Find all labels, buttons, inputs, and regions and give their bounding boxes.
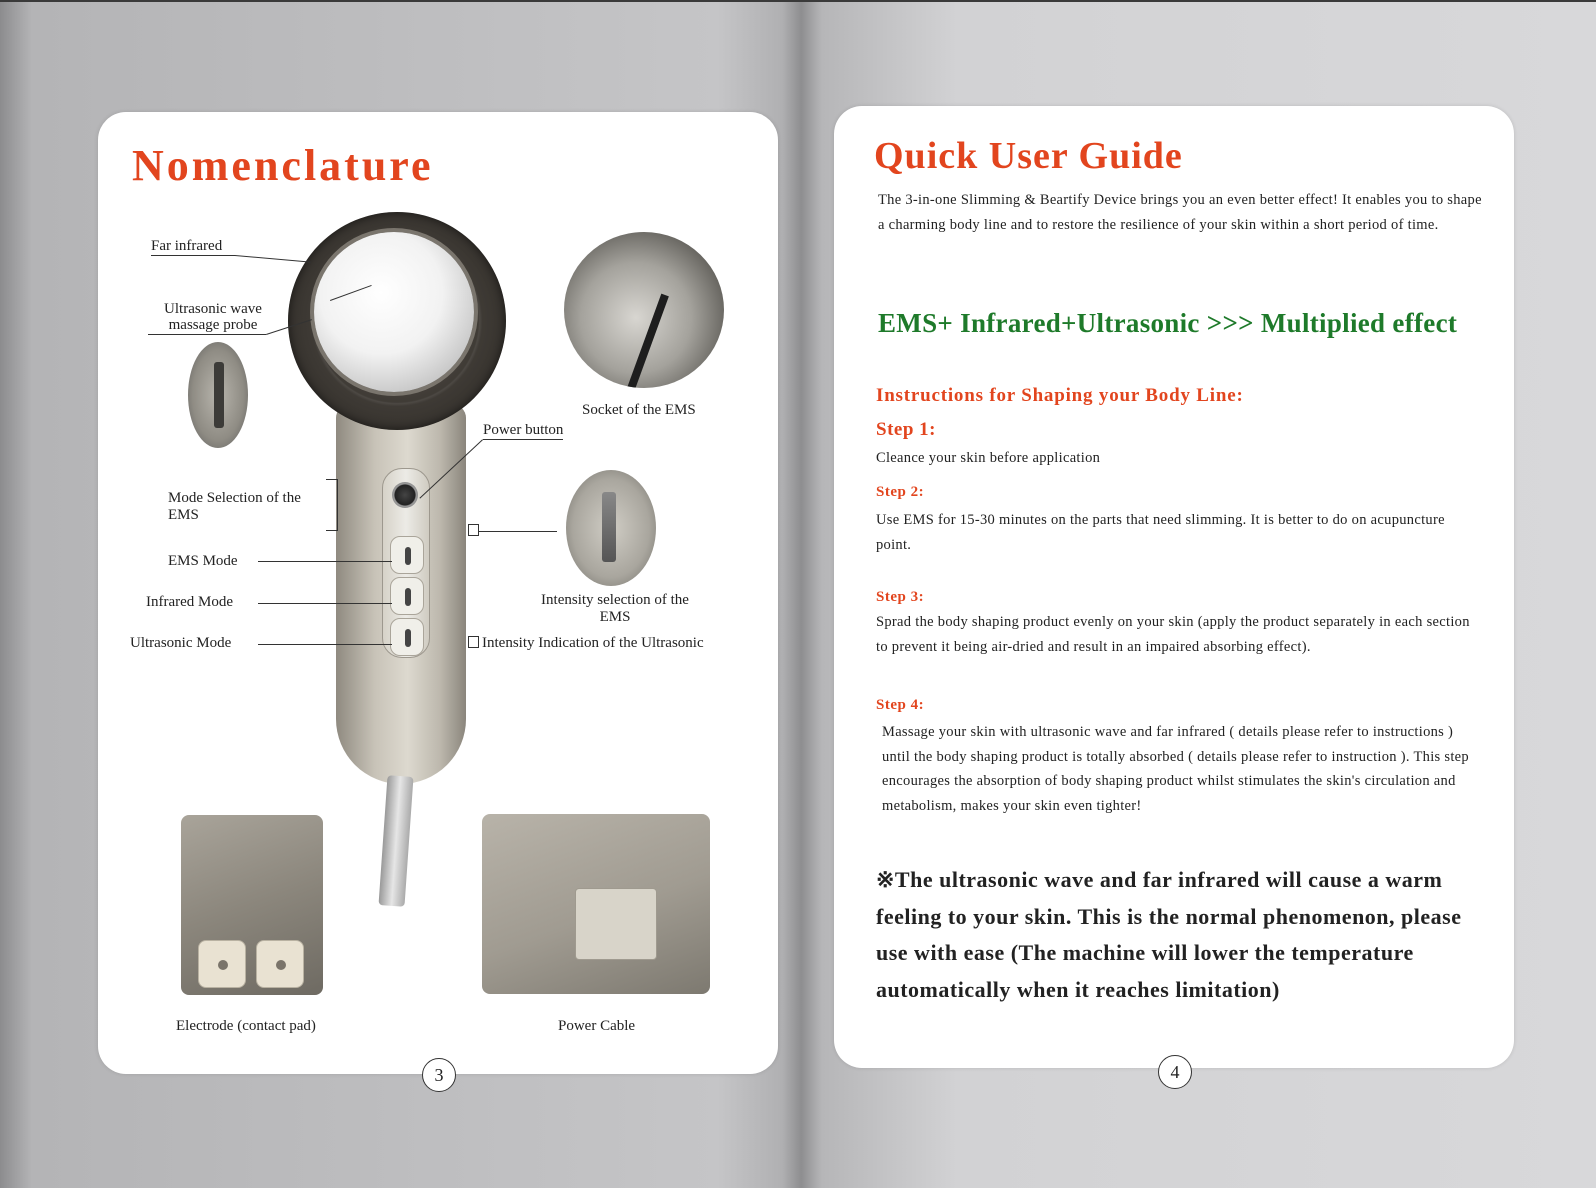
step-text: Use EMS for 15-30 minutes on the parts that need slimming. It is better to do on acupuncture point. bbox=[876, 512, 1445, 553]
page-number: 3 bbox=[422, 1058, 456, 1092]
ems-heading: EMS+ Infrared+Ultrasonic >>> Multiplied effect bbox=[878, 308, 1458, 338]
label-intensity-selection: Intensity selection of the EMS bbox=[541, 592, 689, 625]
label-ems-mode: EMS Mode bbox=[168, 553, 238, 569]
step-heading: Step 3: bbox=[876, 589, 925, 605]
label-intensity-indication: Intensity Indication of the Ultrasonic bbox=[482, 635, 704, 651]
leader-line bbox=[258, 561, 392, 562]
step-text: Sprad the body shaping product evenly on your skin (apply the product separately in each section to prevent it being air-dried and result in an impaired absorbing effect). bbox=[876, 614, 1470, 655]
caption-electrode: Electrode (contact pad) bbox=[176, 1018, 316, 1034]
ultrasonic-mode-button-icon bbox=[390, 618, 424, 656]
leader-line bbox=[148, 334, 266, 335]
ultrasonic-probe-plate bbox=[314, 232, 474, 392]
power-adapter-icon bbox=[575, 888, 657, 960]
caption-power-cable: Power Cable bbox=[558, 1018, 636, 1034]
step-text: Cleance your skin before application bbox=[876, 450, 1101, 466]
mode-selection-photo bbox=[188, 342, 248, 448]
page-title-nomenclature: Nomenclature bbox=[132, 141, 434, 190]
label-far-infrared: Far infrared bbox=[151, 238, 235, 256]
leader-line bbox=[258, 644, 392, 645]
scan-edge bbox=[0, 0, 1596, 2]
bracket bbox=[326, 479, 338, 531]
label-infrared-mode: Infrared Mode bbox=[146, 594, 234, 610]
label-ultrasonic-mode: Ultrasonic Mode bbox=[130, 635, 232, 651]
bracket bbox=[468, 636, 479, 648]
step-heading: Step 4: bbox=[876, 697, 925, 713]
power-button-icon bbox=[392, 482, 418, 508]
warning-note: ※The ultrasonic wave and far infrared will cause a warm feeling to your skin. This is the normal phenomenon, please use with ease (The machine will lower the temperature automatically when it reaches limitation) bbox=[876, 867, 1462, 1002]
leader-line bbox=[258, 603, 392, 604]
contact-pad-icon bbox=[256, 940, 304, 988]
label-mode-selection: Mode Selection of the EMS bbox=[168, 490, 301, 523]
label-ultrasonic-probe: Ultrasonic wave massage probe bbox=[164, 301, 262, 333]
page-number: 4 bbox=[1158, 1055, 1192, 1089]
infrared-mode-button-icon bbox=[390, 577, 424, 615]
instructions-heading: Instructions for Shaping your Body Line: bbox=[876, 385, 1244, 406]
step-heading: Step 1: bbox=[876, 419, 936, 440]
label-socket-ems: Socket of the EMS bbox=[582, 402, 696, 418]
ems-socket-photo bbox=[564, 232, 724, 388]
leader-line bbox=[479, 531, 557, 532]
intensity-selection-photo bbox=[566, 470, 656, 586]
page-title-quick-user-guide: Quick User Guide bbox=[874, 135, 1183, 177]
label-power-button: Power button bbox=[483, 422, 564, 438]
ems-mode-button-icon bbox=[390, 536, 424, 574]
intro-paragraph: The 3-in-one Slimming & Beartify Device brings you an even better effect! It enables you to shape a charming body line and to restore the resilience of your skin within a short period of time. bbox=[878, 192, 1482, 233]
bracket bbox=[468, 524, 479, 536]
contact-pad-icon bbox=[198, 940, 246, 988]
step-text: Massage your skin with ultrasonic wave and far infrared ( details please refer to instructions ) until the body shaping product is totally absorbed ( details please refer to instruction ). This step encourages the absorption of body shaping product whilst stimulates the skin's circulation and metabolism, makes your skin even tighter! bbox=[882, 724, 1469, 814]
step-heading: Step 2: bbox=[876, 484, 925, 500]
